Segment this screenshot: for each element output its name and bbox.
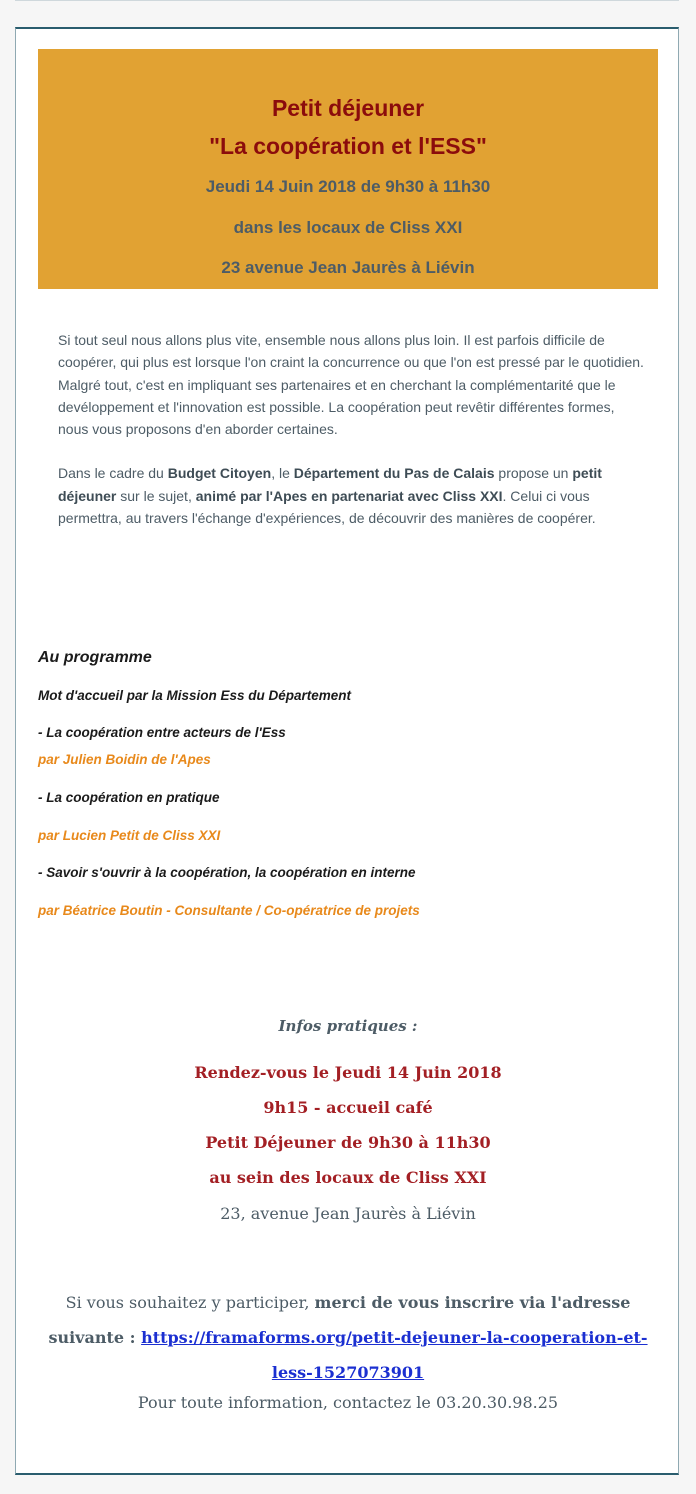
infos-line-1: Rendez-vous le Jeudi 14 Juin 2018 bbox=[194, 1063, 502, 1082]
event-subtitle: "La coopération et l'ESS" bbox=[209, 133, 487, 159]
header-band bbox=[38, 49, 658, 289]
intro-paragraph-2 bbox=[58, 462, 648, 529]
programme-speaker-3: par Béatrice Boutin - Consultante / Co-opératrice de projets bbox=[38, 903, 420, 918]
registration-emphasis: merci de vous inscrire via l'adresse suivante : bbox=[48, 1293, 631, 1347]
programme-item-3: - Savoir s'ouvrir à la coopération, la coopération en interne bbox=[38, 865, 416, 880]
petit-dejeuner-label: petit déjeuner bbox=[58, 465, 602, 504]
budget-citoyen-label: Budget Citoyen bbox=[167, 465, 272, 482]
infos-title: Infos pratiques : bbox=[278, 1017, 418, 1035]
event-date: Jeudi 14 Juin 2018 de 9h30 à 11h30 bbox=[205, 177, 491, 196]
contact-line: Pour toute information, contactez le 03.20.30.98.25 bbox=[137, 1393, 559, 1412]
intro-text-run: sur le sujet, bbox=[116, 487, 196, 504]
intro-text bbox=[58, 329, 648, 529]
departement-label: Département du Pas de Calais bbox=[293, 465, 495, 482]
programme-speaker-2: par Lucien Petit de Cliss XXI bbox=[38, 828, 221, 843]
intro-text-run: propose un bbox=[494, 465, 573, 482]
programme-speaker-1: par Julien Boidin de l'Apes bbox=[38, 752, 211, 767]
intro-text-run: . Celui ci vous permettra, au travers l'échange d'expériences, de découvrir des manières de coopérer. bbox=[58, 487, 596, 527]
intro-text-run: , le bbox=[271, 465, 294, 482]
newsletter-frame bbox=[15, 27, 679, 1475]
infos-line-4: au sein des locaux de Cliss XXI bbox=[209, 1168, 487, 1187]
programme-item-2: - La coopération en pratique bbox=[38, 790, 220, 805]
infos-line-5: 23, avenue Jean Jaurès à Liévin bbox=[220, 1204, 476, 1223]
intro-text-run: Dans le cadre du bbox=[58, 465, 168, 482]
registration-link[interactable]: https://framaforms.org/petit-dejeuner-la-cooperation-et-less-1527073901 bbox=[141, 1328, 648, 1382]
top-rule bbox=[15, 0, 679, 1]
event-place: dans les locaux de Cliss XXI bbox=[233, 218, 463, 237]
event-title: Petit déjeuner bbox=[271, 95, 425, 121]
programme-title: Au programme bbox=[38, 649, 152, 666]
infos-line-3: Petit Déjeuner de 9h30 à 11h30 bbox=[205, 1133, 491, 1152]
registration-intro: Si vous souhaitez y participer, bbox=[65, 1293, 315, 1312]
programme-item-1: - La coopération entre acteurs de l'Ess bbox=[38, 725, 286, 740]
registration-text bbox=[46, 1285, 650, 1390]
event-address: 23 avenue Jean Jaurès à Liévin bbox=[221, 258, 475, 277]
programme-welcome: Mot d'accueil par la Mission Ess du Département bbox=[38, 688, 352, 703]
anime-par-label: animé par l'Apes en partenariat avec Cliss XXI bbox=[195, 487, 503, 504]
intro-paragraph-1: Si tout seul nous allons plus vite, ensemble nous allons plus loin. Il est parfois difficile de coopérer, qui plus est lorsque l'on craint la concurrence ou que l'on est pressé par le quotidien. Malgré tout, c'est en impliquant ses partenaires et en cherchant la complémentarité que le devéloppement et l'innovation est possible. La coopération peut revêtir différentes formes, nous vous proposons d'en aborder certaines. bbox=[58, 332, 644, 438]
infos-line-2: 9h15 - accueil café bbox=[263, 1098, 433, 1117]
